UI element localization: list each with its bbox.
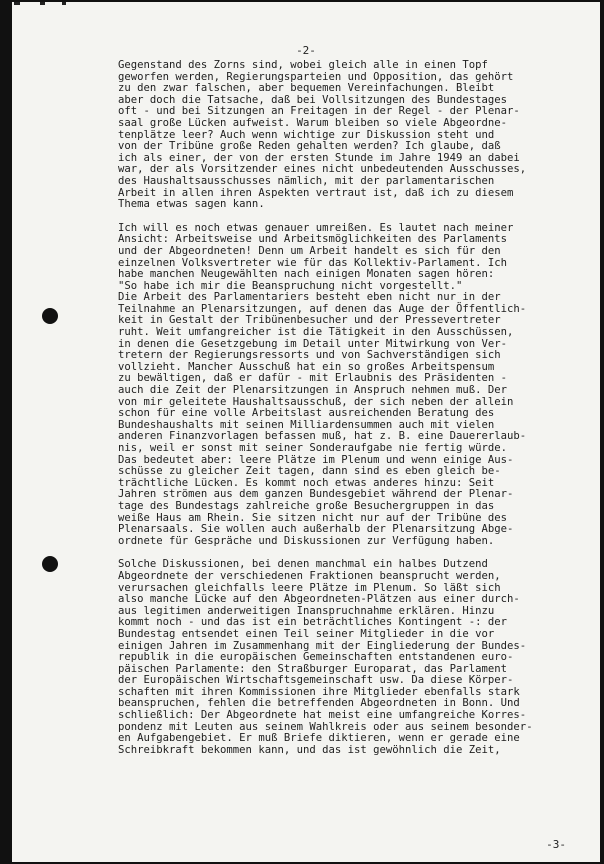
text-line: keit in Gestalt der Tribünenbesucher und der Pressevertreter xyxy=(118,314,501,327)
text-line: tage des Bundestags zahlreiche große Besuchergruppen in das xyxy=(118,499,495,512)
body-text xyxy=(118,60,598,768)
paragraph xyxy=(118,559,598,756)
text-line: en Aufgabengebiet. Er muß Briefe diktieren, wenn er gerade eine xyxy=(118,732,520,745)
text-line: Schreibkraft bekommen kann, und das ist gewöhnlich die Zeit, xyxy=(118,743,501,756)
punch-hole xyxy=(42,308,58,324)
text-line: Das bedeutet aber: leere Plätze im Plenum und wenn einige Aus- xyxy=(118,453,514,466)
text-line: schüsse zu gleicher Zeit tagen, dann sind es eben gleich be- xyxy=(118,465,501,478)
text-line: tenplätze leer? Auch wenn wichtige zur Diskussion steht und xyxy=(118,128,495,141)
text-line: verursachen gleichfalls leere Plätze im Plenum. So läßt sich xyxy=(118,581,501,594)
text-line: Die Arbeit des Parlamentariers besteht eben nicht nur in der xyxy=(118,291,501,304)
continuation-marker: -3- xyxy=(546,838,566,851)
text-line: oft - und bei Sitzungen an Freitagen in der Regel - der Plenar- xyxy=(118,105,520,118)
text-line: einigen Jahren im Zusammenhang mit der Eingliederung der Bundes- xyxy=(118,639,527,652)
text-line: Thema etwas sagen kann. xyxy=(118,198,265,211)
text-line: geworfen werden, Regierungsparteien und Opposition, das gehört xyxy=(118,70,514,83)
text-line: nis, weil er sonst mit seiner Sonderaufgabe nie fertig würde. xyxy=(118,442,508,454)
text-line: Solche Diskussionen, bei denen manchmal ein halbes Dutzend xyxy=(118,558,488,571)
text-line: Bundestag entsendet einen Teil seiner Mitglieder in die vor xyxy=(118,627,495,640)
text-line: Ansicht: Arbeitsweise und Arbeitsmöglichkeiten des Parlaments xyxy=(118,233,508,246)
text-line: ruht. Weit umfangreicher ist die Tätigkeit in den Ausschüssen, xyxy=(118,326,514,339)
text-line: ich als einer, der von der ersten Stunde im Jahre 1949 an dabei xyxy=(118,151,520,164)
paragraph xyxy=(118,223,598,548)
text-line: zu bewältigen, daß er dafür - mit Erlaubnis des Präsidenten - xyxy=(118,372,508,385)
text-line: der Europäischen Wirtschaftsgemeinschaft usw. Da diese Körper- xyxy=(118,674,514,687)
text-line: Jahren strömen aus dem ganzen Bundesgebiet während der Plenar- xyxy=(118,488,514,501)
text-line: Bundeshaushalts mit seinen Milliardensummen auch mit vielen xyxy=(118,418,495,431)
text-line: "So habe ich mir die Beanspruchung nicht vorgestellt." xyxy=(118,279,463,292)
text-line: auch die Zeit der Plenarsitzungen in Anspruch nehmen muß. Der xyxy=(118,384,508,397)
text-line: vollzieht. Mancher Ausschuß hat ein so großes Arbeitspensum xyxy=(118,360,495,373)
scan-speck xyxy=(62,2,66,5)
text-line: kommt noch - und das ist ein beträchtliches Kontingent -: der xyxy=(118,616,508,629)
text-line: päischen Parlamente: den Straßburger Europarat, das Parlament xyxy=(118,662,508,675)
text-line: also manche Lücke auf den Abgeordneten-Plätzen aus einer durch- xyxy=(118,593,520,606)
text-line: Gegenstand des Zorns sind, wobei gleich alle in einen Topf xyxy=(118,59,488,71)
paragraph xyxy=(118,60,598,211)
text-line: trächtliche Lücken. Es kommt noch etwas anderes hinzu: Seit xyxy=(118,476,495,489)
text-line: in denen die Gesetzgebung im Detail unter Mitwirkung von Ver- xyxy=(118,337,508,350)
text-line: pondenz mit Leuten aus seinem Wahlkreis oder aus seinem besonder- xyxy=(118,720,533,733)
text-line: schaften mit ihren Kommissionen ihre Mitglieder ebenfalls stark xyxy=(118,685,520,698)
text-line: Arbeit in allen ihren Aspekten vertraut ist, daß ich zu diesem xyxy=(118,186,514,199)
text-line: schon für eine volle Arbeitslast ausreichenden Beratung des xyxy=(118,407,495,420)
scan-speck xyxy=(40,2,45,5)
punch-hole xyxy=(42,556,58,572)
text-line: einzelnen Volksvertreter wie für das Kollektiv-Parlament. Ich xyxy=(118,256,508,269)
text-line: Teilnahme an Plenarsitzungen, auf denen das Auge der Öffentlich- xyxy=(118,302,527,315)
text-line: zu den zwar falschen, aber bequemen Vereinfachungen. Bleibt xyxy=(118,82,495,95)
text-line: Abgeordnete der verschiedenen Fraktionen beansprucht werden, xyxy=(118,569,501,582)
text-line: Ich will es noch etwas genauer umreißen. Es lautet nach meiner xyxy=(118,221,514,234)
page-number: -2- xyxy=(296,44,316,57)
text-line: war, der als Vorsitzender eines nicht unbedeutenden Ausschusses, xyxy=(118,163,527,176)
text-line: saal große Lücken aufweist. Warum bleiben so viele Abgeordne- xyxy=(118,116,508,129)
text-line: tretern der Regierungsressorts und von Sachverständigen sich xyxy=(118,349,501,362)
text-line: republik in die europäischen Gemeinschaften entstandenen euro- xyxy=(118,651,514,664)
text-line: anderen Finanzvorlagen befassen muß, hat z. B. eine Dauererlaub- xyxy=(118,430,527,443)
text-line: ordnete für Gespräche und Diskussionen zur Verfügung haben. xyxy=(118,534,495,547)
text-line: weiße Haus am Rhein. Sie sitzen nicht nur auf der Tribüne des xyxy=(118,511,508,524)
text-line: des Haushaltsausschusses nämlich, mit der parlamentarischen xyxy=(118,174,495,187)
text-line: schließlich: Der Abgeordnete hat meist eine umfangreiche Korres- xyxy=(118,709,527,722)
text-line: und der Abgeordneten! Denn um Arbeit handelt es sich für den xyxy=(118,244,501,257)
document-page xyxy=(12,2,600,862)
text-line: aber doch die Tatsache, daß bei Vollsitzungen des Bundestages xyxy=(118,93,508,106)
text-line: beanspruchen, fehlen die betreffenden Abgeordneten in Bonn. Und xyxy=(118,697,520,710)
text-line: von der Tribüne große Reden gehalten werden? Ich glaube, daß xyxy=(118,140,501,153)
scan-speck xyxy=(14,2,20,5)
text-line: von mir geleitete Haushaltsausschuß, der sich neben der allein xyxy=(118,395,514,408)
text-line: Plenarsaals. Sie wollen auch außerhalb der Plenarsitzung Abge- xyxy=(118,523,514,536)
text-line: aus legitimen anderweitigen Inanspruchnahme erklären. Hinzu xyxy=(118,604,495,617)
text-line: habe manchen Neugewählten nach einigen Monaten sagen hören: xyxy=(118,268,495,281)
